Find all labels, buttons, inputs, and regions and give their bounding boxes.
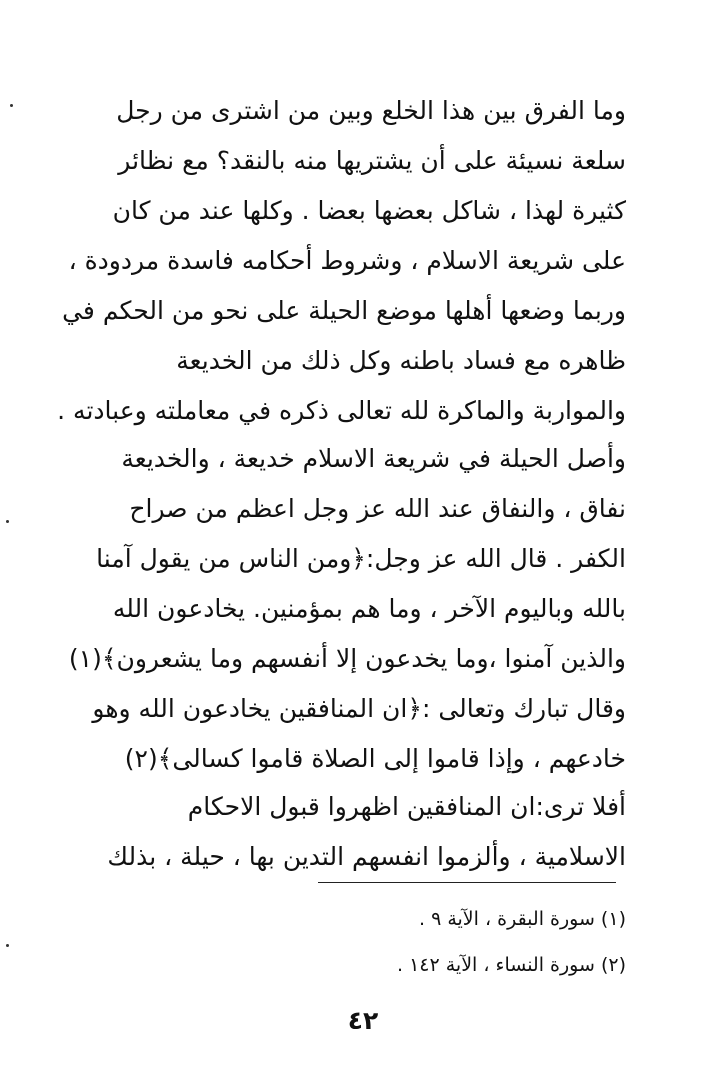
- body-line: الاسلامية ، وألزموا انفسهم التدين بها ، حيلة ، بذلك: [107, 842, 626, 871]
- scan-speck: [10, 104, 13, 107]
- body-line: والمواربة والماكرة لله تعالى ذكره في معاملته وعبادته .: [57, 396, 626, 425]
- scan-speck: [6, 520, 9, 523]
- body-line: والذين آمنوا ،وما يخدعون إلا أنفسهم وما يشعرون﴾(١): [68, 644, 626, 673]
- body-line: ظاهره مع فساد باطنه وكل ذلك من الخديعة: [176, 346, 626, 375]
- body-line: سلعة نسيئة على أن يشتريها منه بالنقد؟ مع نظائر: [118, 146, 626, 175]
- footnote-2: (٢) سورة النساء ، الآية ١٤٢ .: [396, 954, 626, 976]
- body-line: وربما وضعها أهلها موضع الحيلة على نحو من الحكم في: [62, 296, 626, 325]
- footnote-1: (١) سورة البقرة ، الآية ٩ .: [418, 908, 626, 930]
- body-line: بالله وباليوم الآخر ، وما هم بمؤمنين. يخادعون الله: [112, 594, 626, 623]
- page-number: ٤٢: [347, 1006, 379, 1035]
- body-line: وما الفرق بين هذا الخلع وبين من اشترى من رجل: [116, 96, 626, 125]
- body-line: نفاق ، والنفاق عند الله عز وجل اعظم من صراح: [129, 494, 626, 523]
- body-line: الكفر . قال الله عز وجل:﴿ومن الناس من يقول آمنا: [96, 544, 626, 573]
- body-line: على شريعة الاسلام ، وشروط أحكامه فاسدة مردودة ،: [68, 246, 626, 275]
- body-line: وأصل الحيلة في شريعة الاسلام خديعة ، والخديعة: [121, 444, 626, 473]
- scan-speck: [6, 944, 9, 947]
- footnote-divider: [318, 882, 616, 883]
- body-line: خادعهم ، وإذا قاموا إلى الصلاة قاموا كسالى﴾(٢): [124, 744, 626, 773]
- body-line: كثيرة لهذا ، شاكل بعضها بعضا . وكلها عند من كان: [112, 196, 626, 225]
- body-line: أفلا ترى:ان المنافقين اظهروا قبول الاحكام: [187, 792, 626, 821]
- body-line: وقال تبارك وتعالى :﴿ان المنافقين يخادعون الله وهو: [92, 694, 626, 723]
